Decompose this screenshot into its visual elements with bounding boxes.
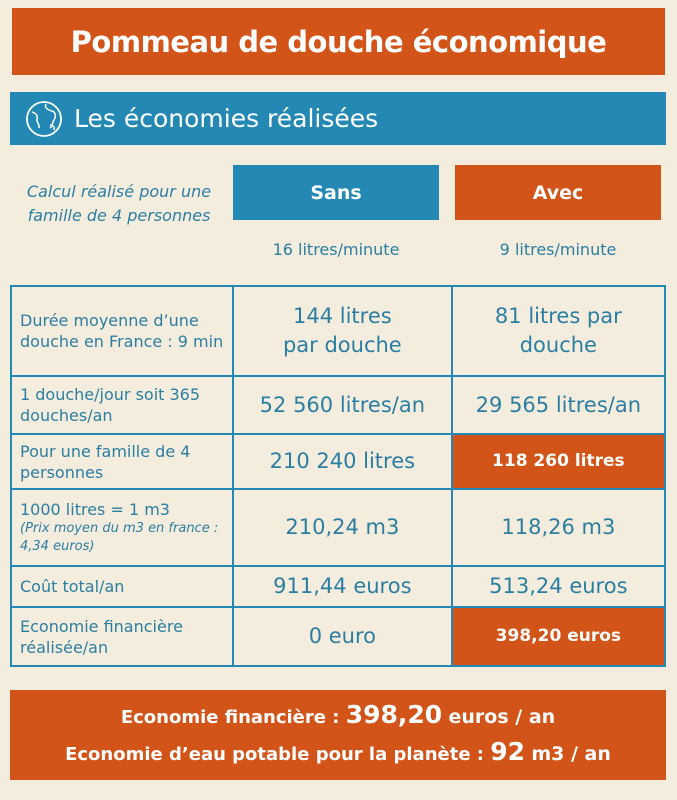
column-header-avec: Avec [455, 165, 661, 220]
summary-financial [121, 698, 555, 735]
row-label: Pour une famille de 4 personnes [11, 434, 233, 489]
avec-value: 513,24 euros [452, 566, 665, 607]
avec-value: 118,26 m3 [452, 489, 665, 566]
sans-value: 0 euro [233, 607, 452, 666]
summary-unit: m3 / an [531, 743, 611, 765]
globe-icon [24, 99, 64, 139]
table-row [11, 607, 665, 666]
table-row [11, 434, 665, 489]
sans-value: 210,24 m3 [233, 489, 452, 566]
summary-value: 398,20 [345, 700, 443, 729]
page-title: Pommeau de douche économique [12, 8, 665, 75]
row-label: Durée moyenne d’une douche en France : 9 min [11, 286, 233, 376]
row-sublabel: (Prix moyen du m3 en france : 4,34 euros) [20, 521, 219, 554]
row-label [11, 489, 233, 566]
avec-value: 29 565 litres/an [452, 376, 665, 434]
summary-water [65, 735, 611, 772]
sans-value: 52 560 litres/an [233, 376, 452, 434]
calculation-note: Calcul réalisé pour une famille de 4 personnes [26, 182, 212, 225]
comparison-table [10, 285, 666, 667]
summary-label: Economie d’eau potable pour la planète : [65, 744, 484, 765]
table-row [11, 566, 665, 607]
avec-value-highlight: 398,20 euros [452, 607, 665, 666]
row-label: Economie financière réalisée/an [11, 607, 233, 666]
sans-value: 210 240 litres [233, 434, 452, 489]
rate-avec: 9 litres/minute [499, 240, 617, 259]
section-header [10, 92, 666, 145]
rate-sans: 16 litres/minute [272, 240, 400, 259]
summary-box [10, 690, 666, 780]
row-label: Coût total/an [11, 566, 233, 607]
summary-value: 92 [490, 737, 526, 766]
summary-label: Economie financière : [120, 707, 340, 728]
avec-value: 81 litres par douche [452, 286, 665, 376]
table-row [11, 376, 665, 434]
column-header-sans: Sans [233, 165, 439, 220]
table-row [11, 286, 665, 376]
avec-value-highlight: 118 260 litres [452, 434, 665, 489]
row-label: 1 douche/jour soit 365 douches/an [11, 376, 233, 434]
row-label-main: 1000 litres = 1 m3 [20, 500, 170, 519]
sans-value: 911,44 euros [233, 566, 452, 607]
sans-value: 144 litres par douche [233, 286, 452, 376]
table-row [11, 489, 665, 566]
summary-unit: euros / an [448, 706, 556, 728]
section-title: Les économies réalisées [74, 104, 379, 133]
